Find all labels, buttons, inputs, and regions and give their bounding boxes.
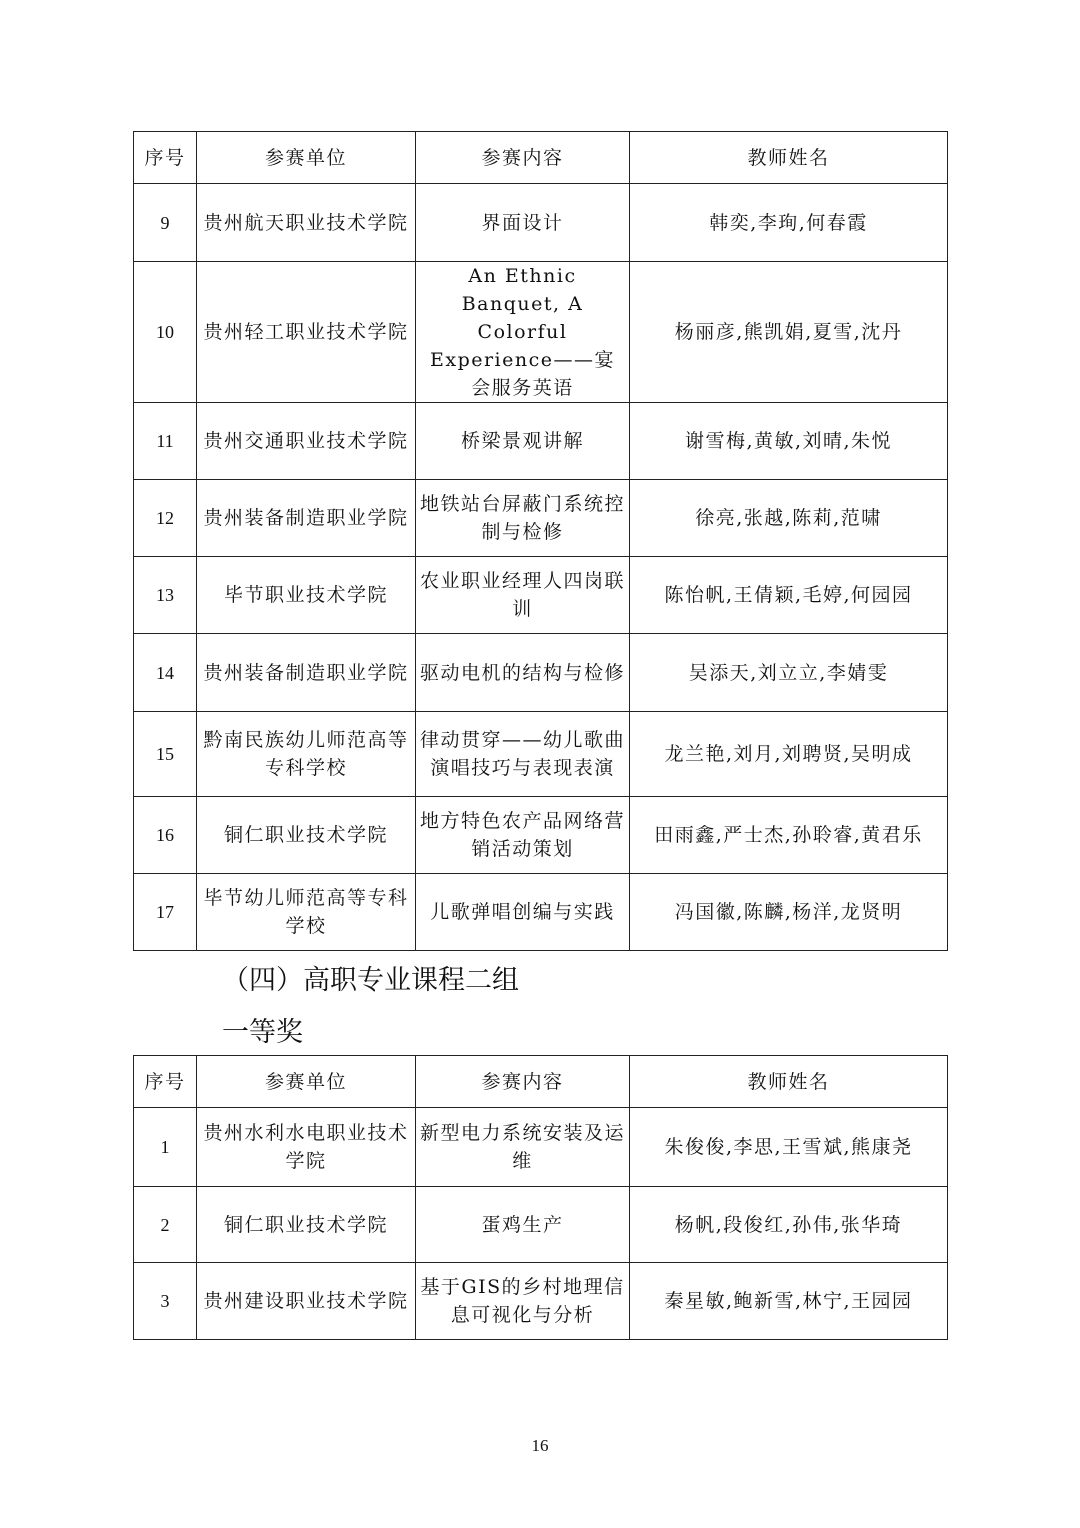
row-number: 1 <box>134 1108 197 1187</box>
section-heading: （四）高职专业课程二组 <box>222 965 519 996</box>
row-unit: 贵州建设职业技术学院 <box>197 1263 416 1340</box>
table-row <box>134 403 948 480</box>
row-number: 15 <box>134 712 197 797</box>
award-table-continued <box>133 131 948 951</box>
row-number: 16 <box>134 797 197 874</box>
row-content: 地铁站台屏蔽门系统控制与检修 <box>416 480 630 557</box>
table-row <box>134 1263 948 1340</box>
row-number: 11 <box>134 403 197 480</box>
header-content: 参赛内容 <box>416 132 630 184</box>
table-row <box>134 634 948 712</box>
row-content: 基于GIS的乡村地理信息可视化与分析 <box>416 1263 630 1340</box>
row-teachers: 杨帆,段俊红,孙伟,张华琦 <box>630 1187 948 1263</box>
first-prize-table <box>133 1055 948 1340</box>
row-teachers: 陈怡帆,王倩颖,毛婷,何园园 <box>630 557 948 634</box>
row-content: 新型电力系统安装及运维 <box>416 1108 630 1187</box>
row-unit: 贵州装备制造职业学院 <box>197 634 416 712</box>
header-teachers: 教师姓名 <box>630 132 948 184</box>
row-unit: 贵州装备制造职业学院 <box>197 480 416 557</box>
award-heading: 一等奖 <box>222 1017 303 1048</box>
row-content: 地方特色农产品网络营销活动策划 <box>416 797 630 874</box>
row-teachers: 田雨鑫,严士杰,孙聆睿,黄君乐 <box>630 797 948 874</box>
row-unit: 贵州交通职业技术学院 <box>197 403 416 480</box>
row-unit: 毕节幼儿师范高等专科学校 <box>197 874 416 951</box>
row-teachers: 徐亮,张越,陈莉,范啸 <box>630 480 948 557</box>
page-number: 16 <box>531 1436 549 1455</box>
row-unit: 铜仁职业技术学院 <box>197 797 416 874</box>
table-row <box>134 797 948 874</box>
row-number: 17 <box>134 874 197 951</box>
row-unit: 贵州航天职业技术学院 <box>197 184 416 262</box>
row-number: 10 <box>134 262 197 403</box>
row-content: 蛋鸡生产 <box>416 1187 630 1263</box>
row-unit: 铜仁职业技术学院 <box>197 1187 416 1263</box>
header-number: 序号 <box>134 1056 197 1108</box>
row-teachers: 杨丽彦,熊凯娟,夏雪,沈丹 <box>630 262 948 403</box>
row-content: An Ethnic Banquet, A Colorful Experience——宴会服务英语 <box>416 262 630 403</box>
header-content: 参赛内容 <box>416 1056 630 1108</box>
row-unit: 贵州轻工职业技术学院 <box>197 262 416 403</box>
row-content: 律动贯穿——幼儿歌曲演唱技巧与表现表演 <box>416 712 630 797</box>
row-teachers: 谢雪梅,黄敏,刘晴,朱悦 <box>630 403 948 480</box>
header-number: 序号 <box>134 132 197 184</box>
header-unit: 参赛单位 <box>197 132 416 184</box>
row-unit: 贵州水利水电职业技术学院 <box>197 1108 416 1187</box>
row-teachers: 冯国徽,陈麟,杨洋,龙贤明 <box>630 874 948 951</box>
row-number: 12 <box>134 480 197 557</box>
row-teachers: 韩奕,李珣,何春霞 <box>630 184 948 262</box>
table-row <box>134 1187 948 1263</box>
table-row <box>134 874 948 951</box>
row-unit: 毕节职业技术学院 <box>197 557 416 634</box>
table-row <box>134 184 948 262</box>
row-content: 儿歌弹唱创编与实践 <box>416 874 630 951</box>
row-number: 2 <box>134 1187 197 1263</box>
table-row <box>134 712 948 797</box>
row-number: 13 <box>134 557 197 634</box>
row-teachers: 秦星敏,鲍新雪,林宁,王园园 <box>630 1263 948 1340</box>
row-number: 14 <box>134 634 197 712</box>
row-unit: 黔南民族幼儿师范高等专科学校 <box>197 712 416 797</box>
row-number: 9 <box>134 184 197 262</box>
table-header-row <box>134 132 948 184</box>
header-teachers: 教师姓名 <box>630 1056 948 1108</box>
row-number: 3 <box>134 1263 197 1340</box>
table-row <box>134 262 948 403</box>
row-content: 桥梁景观讲解 <box>416 403 630 480</box>
header-unit: 参赛单位 <box>197 1056 416 1108</box>
row-content: 界面设计 <box>416 184 630 262</box>
table-header-row <box>134 1056 948 1108</box>
row-teachers: 吴添天,刘立立,李婧雯 <box>630 634 948 712</box>
row-teachers: 朱俊俊,李思,王雪斌,熊康尧 <box>630 1108 948 1187</box>
row-content: 驱动电机的结构与检修 <box>416 634 630 712</box>
table-row <box>134 1108 948 1187</box>
table-row <box>134 480 948 557</box>
table-row <box>134 557 948 634</box>
row-teachers: 龙兰艳,刘月,刘聘贤,吴明成 <box>630 712 948 797</box>
row-content: 农业职业经理人四岗联训 <box>416 557 630 634</box>
